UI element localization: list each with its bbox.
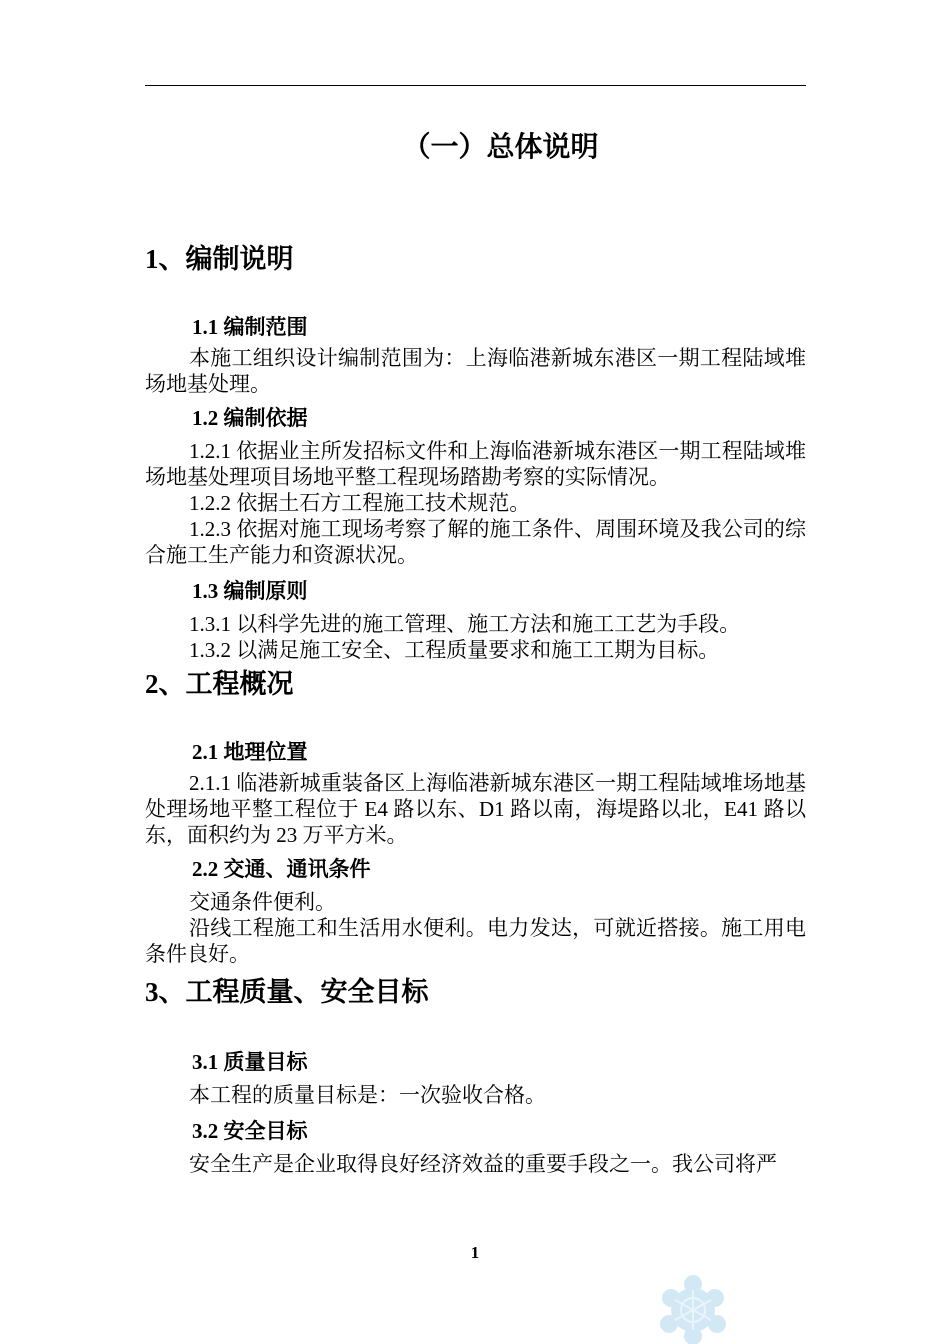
- paragraph: 1.3.2 以满足施工安全、工程质量要求和施工工期为目标。: [189, 638, 720, 662]
- subsection-heading: 1.1 编制范围: [192, 315, 308, 339]
- subsection-heading: 1.2 编制依据: [192, 406, 308, 430]
- paragraph: 本施工组织设计编制范围为：上海临港新城东港区一期工程陆域堆场地基处理。: [145, 346, 806, 396]
- paragraph: 安全生产是企业取得良好经济效益的重要手段之一。我公司将严: [189, 1152, 777, 1176]
- subsection-heading: 3.1 质量目标: [192, 1050, 308, 1074]
- paragraph: 1.2.3 依据对施工现场考察了解的施工条件、周围环境及我公司的综合施工生产能力和资源状况。: [145, 517, 806, 567]
- document-body: [145, 128, 806, 1177]
- document-title: （一）总体说明: [402, 132, 599, 163]
- subsection-heading: 2.2 交通、通讯条件: [192, 857, 371, 881]
- subsection-heading: 2.1 地理位置: [192, 740, 308, 764]
- paragraph: 本工程的质量目标是：一次验收合格。: [189, 1083, 546, 1107]
- header-rule: [145, 85, 806, 86]
- subsection-heading: 1.3 编制原则: [192, 579, 308, 603]
- section-heading: 2、工程概况: [145, 669, 294, 699]
- snowflake-watermark-icon: [653, 1270, 733, 1344]
- paragraph: 1.2.2 依据土石方工程施工技术规范。: [189, 491, 531, 515]
- paragraph: 2.1.1 临港新城重装备区上海临港新城东港区一期工程陆域堆场地基处理场地平整工程位于 E4 路以东、D1 路以南，海堤路以北，E41 路以东，面积约为 23 万平方米。: [145, 771, 806, 847]
- paragraph: 1.2.1 依据业主所发招标文件和上海临港新城东港区一期工程陆域堆场地基处理项目场地平整工程现场踏勘考察的实际情况。: [145, 439, 806, 489]
- page-number: 1: [470, 1243, 480, 1262]
- section-heading: 1、编制说明: [145, 244, 294, 274]
- paragraph: 1.3.1 以科学先进的施工管理、施工方法和施工工艺为手段。: [189, 612, 741, 636]
- section-heading: 3、工程质量、安全目标: [145, 977, 429, 1007]
- paragraph: 沿线工程施工和生活用水便利。电力发达，可就近搭接。施工用电条件良好。: [145, 916, 806, 966]
- subsection-heading: 3.2 安全目标: [192, 1119, 308, 1143]
- paragraph: 交通条件便利。: [189, 890, 336, 914]
